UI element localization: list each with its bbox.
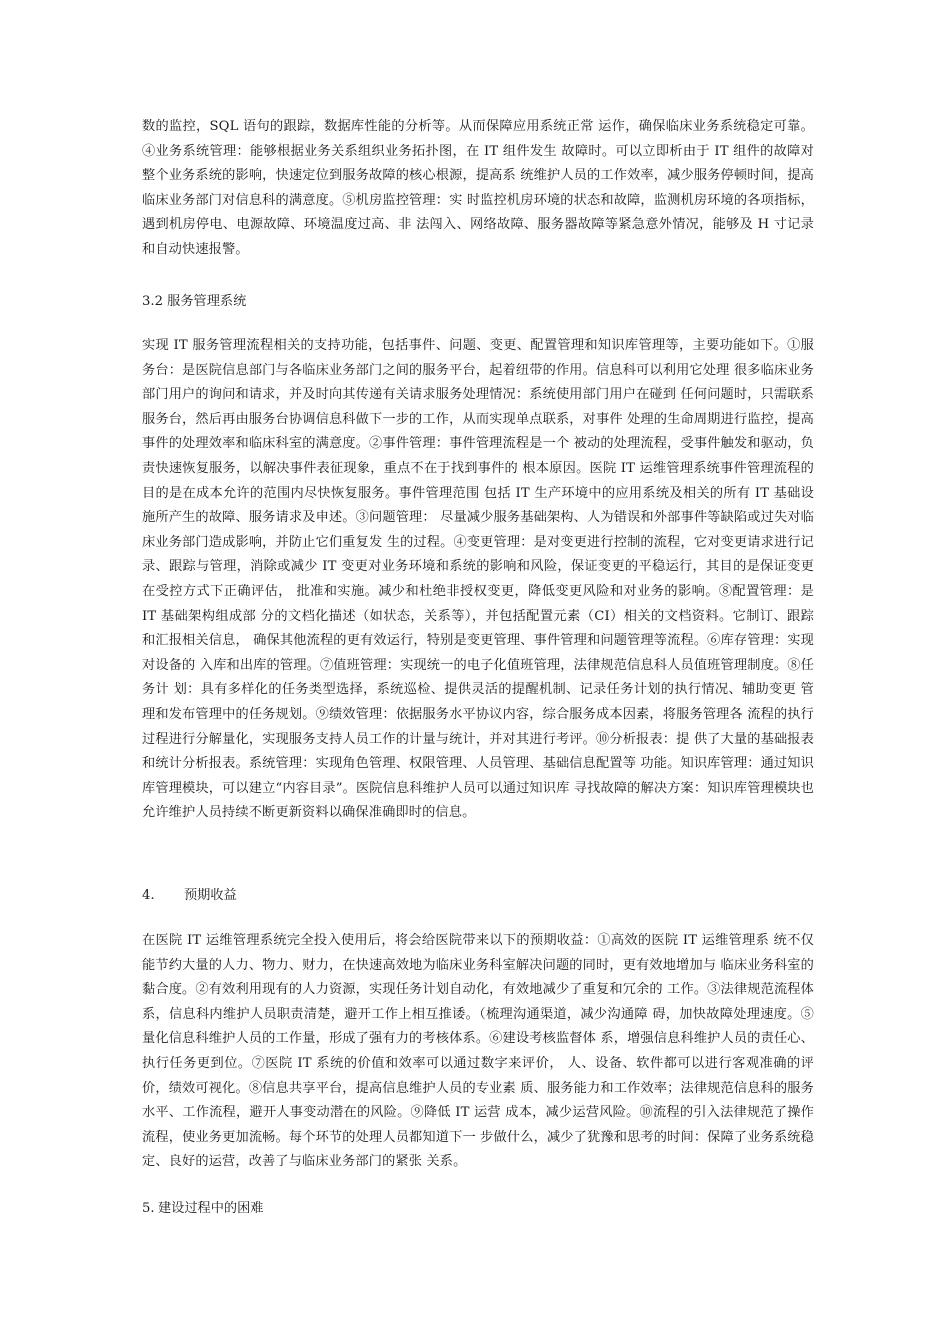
section-title: 预期收益: [184, 888, 237, 903]
section-number: 5.: [142, 1201, 155, 1216]
paragraph-service-management: 实现 IT 服务管理流程相关的支持功能，包括事件、问题、变更、配置管理和知识库管理等，主要功能如下。①服务台：是医院信息部门与各临床业务部门之间的服务平台，起着纽带的作用。信息科可以利用它处理 很多临床业务部门用户的询问和请求，并及时向其传递有关请求服务处理情况：系统使用部门用户在碰到 任何问题时，只需联系服务台，然后再由服务台协调信息科做下一步的工作，从而实现单点联系，对事件 处理的生命周期进行监控，提高事件的处理效率和临床科室的满意度。②事件管理：事件管理流程是一个 被动的处理流程，受事件触发和驱动，负责快速恢复服务，以解决事件表征现象，重点不在于找到事件的 根本原因。医院 IT 运维管理系统事件管理流程的目的是在成本允许的范围内尽快恢复服务。事件管理范围 包括 IT 生产环境中的应用系统及相关的所有 IT 基础设施所产生的故障、服务请求及申述。③问题管理： 尽量减少服务基础架构、人为错误和外部事件等缺陷或过失对临床业务部门造成影响，并防止它们重复发 生的过程。④变更管理：是对变更进行控制的流程，它对变更请求进行记录、跟踪与管理，消除或减少 IT 变更对业务环境和系统的影响和风险，保证变更的平稳运行，其目的是保证变更在受控方式下正确评估， 批准和实施。减少和杜绝非授权变更，降低变更风险和对业务的影响。⑧配置管理：是 IT 基础架构组成部 分的文档化描述（如状态，关系等），并包括配置元素（CI）相关的文档资料。它制订、跟踪和汇报相关信息， 确保其他流程的更有效运行，特别是变更管理、事件管理和问题管理等流程。⑥库存管理：实现对设备的 入库和出库的管理。⑦值班管理：实现统一的电子化值班管理，法律规范信息科人员值班管理制度。⑧任务计 划：具有多样化的任务类型选择，系统巡检、提供灵活的提醒机制、记录任务计划的执行情况、辅助变更 管理和发布管理中的任务规划。⑨绩效管理：依据服务水平协议内容，综合服务成本因素，将服务管理各 流程的执行过程进行分解量化，实现服务支持人员工作的计量与统计，并对其进行考评。⑩分析报表：提 供了大量的基础报表和统计分析报表。系统管理：实现角色管理、权限管理、人员管理、基础信息配置等 功能。知识库管理：通过知识库管理模块，可以建立“内容目录”。医院信息科维护人员可以通过知识库 寻找故障的解决方案：知识库管理模块也允许维护人员持续不断更新资料以确保准确即时的信息。: [142, 338, 814, 821]
section-title: 建设过程中的困难: [158, 1201, 264, 1216]
paragraph-expected-benefits: 在医院 IT 运维管理系统完全投入使用后，将会给医院带来以下的预期收益：①高效的医院 IT 运维管理系 统不仅能节约大量的人力、物力、财力，在快速高效地为临床业务科室解决问题的同时，更有效地增加与 临床业务科室的黏合度。②有效利用现有的人力资源，实现任务计划自动化，有效地减少了重复和冗余的 工作。③法律规范流程体系，信息科内维护人员职责清楚，避开工作上相互推诿。（梳理沟通渠道，减少沟通障 碍，加快故障处理速度。⑤量化信息科维护人员的工作量，形成了强有力的考核体系。⑥建设考核监督体 系，增强信息科维护人员的责任心、执行任务更到位。⑦医院 IT 系统的价值和效率可以通过数字来评价， 人、设备、软件都可以进行客观准确的评价，绩效可视化。⑧信息共享平台，提高信息维护人员的专业素 质、服务能力和工作效率；法律规范信息科的服务水平、工作流程，避开人事变动潜在的风险。⑨降低 IT 运营 成本，减少运营风险。⑩流程的引入法律规范了操作流程，使业务更加流畅。每个环节的处理人员都知道下一 步做什么，减少了犹豫和思考的时间：保障了业务系统稳定、良好的运营，改善了与临床业务部门的紧张 关系。: [142, 933, 814, 1170]
section-heading-5: [142, 1199, 264, 1219]
section-heading-4: [142, 886, 237, 906]
section-heading-3-2: 3.2 服务管理系统: [142, 294, 247, 309]
paragraph-monitoring: 数的监控，SQL 语句的跟踪，数据库性能的分析等。从而保障应用系统正常 运作，确保临床业务系统稳定可靠。④业务系统管理：能够根据业务关系组织业务拓扑图，在 IT 组件发生 故障时。可以立即析由于 IT 组件的故障对整个业务系统的影响，快速定位到服务故障的核心根源，提高系 统维护人员的工作效率，减少服务停顿时间，提高临床业务部门对信息科的满意度。⑤机房监控管理：实 时监控机房环境的状态和故障，监测机房环境的各项指标，遇到机房停电、电源故障、环境温度过高、非 法闯入、网络故障、服务器故障等紧急意外情况，能够及 H 寸记录和自动快速报警。: [142, 119, 814, 257]
section-number: 4.: [142, 888, 155, 903]
